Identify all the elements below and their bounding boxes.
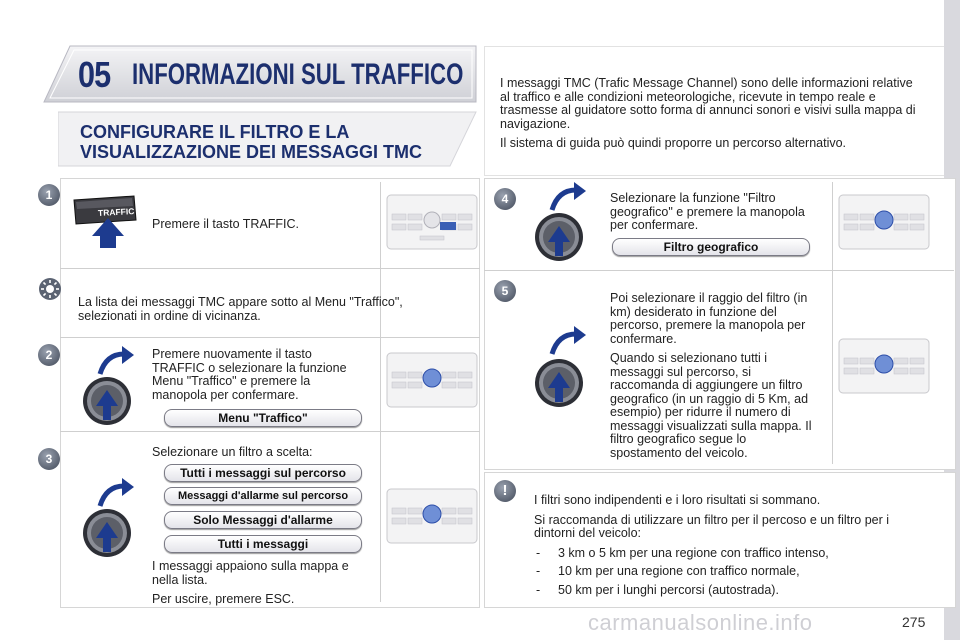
step-2-text: Premere nuovamente il tasto TRAFFIC o selezionare la funzione Menu "Traffico" e premere la manopola per confermare. (152, 347, 347, 402)
step-2-panel-thumbnail (386, 352, 478, 408)
section-title-line1: CONFIGURARE IL FILTRO E LA (80, 122, 350, 142)
filter-option-all-messages[interactable]: Tutti i messaggi (164, 535, 362, 553)
section-title (80, 122, 422, 162)
watermark: carmanualsonline.info (588, 610, 813, 635)
page-number: 275 (902, 614, 926, 630)
right-sep-1 (484, 270, 954, 271)
intro-para1: I messaggi TMC (Trafic Message Channel) sono delle informazioni relative al traffico e alle condizioni meteorologiche, ricevute in tempo reale e trasmesse al guidatore sotto forma di annunci sonori e visivi sulla mappa di navigazione. (500, 76, 916, 131)
step-5-rotate-arrow-icon (548, 326, 588, 358)
step-2-rotate-arrow-icon (96, 346, 136, 378)
tip-sun-icon (38, 277, 62, 301)
step-4-badge: 4 (494, 188, 516, 210)
note-para1: I filtri sono indipendenti e i loro risultati si sommano. (534, 493, 821, 507)
step-4-knob-icon (534, 212, 584, 262)
step-3-badge: 3 (38, 448, 60, 470)
step-2-knob-icon (82, 376, 132, 426)
step-5-knob-icon (534, 358, 584, 408)
section-title-line2: VISUALIZZAZIONE DEI MESSAGGI TMC (80, 142, 423, 162)
step-5-text (610, 292, 820, 466)
step-4-rotate-arrow-icon (548, 182, 588, 214)
warning-exclamation-icon: ! (494, 480, 516, 502)
step-3-panel-thumbnail (386, 488, 478, 544)
step-3-after2: Per uscire, premere ESC. (152, 592, 295, 606)
filter-option-alarm-on-route[interactable]: Messaggi d'allarme sul percorso (164, 487, 362, 505)
intro-para2: Il sistema di guida può quindi proporre un percorso alternativo. (500, 136, 847, 150)
step-2-badge: 2 (38, 344, 60, 366)
chapter-title: INFORMAZIONI SUL TRAFFICO (132, 58, 464, 91)
left-sep-2 (60, 337, 480, 338)
step-3-after1: I messaggi appaiono sulla mappa e nella lista. (152, 559, 349, 587)
filter-option-all-on-route[interactable]: Tutti i messaggi sul percorso (164, 464, 362, 482)
filter-option-alarm-only[interactable]: Solo Messaggi d'allarme (164, 511, 362, 529)
step-1-panel-thumbnail (386, 194, 478, 250)
traffic-button-icon (70, 194, 142, 252)
step-3-after-text (152, 560, 372, 613)
note-bullet: - 50 km per i lunghi percorsi (autostrada). (534, 584, 910, 598)
menu-traffico-button[interactable]: Menu "Traffico" (164, 409, 362, 427)
step-5-text2: Quando si selezionano tutti i messaggi sul percorso, si raccomanda di aggiungere un filtro geografico (in un raggio di 5 Km, ad esempio) per ridurre il numero di messaggi visualizzati sulla mappa. Il filtro geografico segue lo spostamento del veicolo. (610, 351, 812, 460)
step-5-text1: Poi selezionare il raggio del filtro (in km) desiderato in funzione del percorso, premere la manopola per confermare. (610, 291, 808, 346)
note-para2: Si raccomanda di utilizzare un filtro per il percoso e un filtro per i dintorni del veicolo: (534, 512, 890, 540)
step-1-text: Premere il tasto TRAFFIC. (152, 217, 300, 231)
step-5-panel-thumbnail (838, 338, 930, 394)
tip-text: La lista dei messaggi TMC appare sotto al Menu "Traffico", selezionati in ordine di vicinanza. (78, 295, 403, 323)
left-sep-1 (60, 268, 480, 269)
step-1-badge: 1 (38, 184, 60, 206)
step-4-text: Selezionare la funzione "Filtro geografico" e premere la manopola per confermare. (610, 191, 805, 232)
note-bullet: - 10 km per una regione con traffico normale, (534, 565, 910, 579)
step-4-panel-thumbnail (838, 194, 930, 250)
left-sep-3 (60, 431, 480, 432)
chapter-number: 05 (78, 54, 111, 95)
right-thumb-divider (832, 182, 833, 464)
traffic-button-label: TRAFFIC (97, 206, 135, 218)
intro-text (500, 77, 922, 157)
note-bullet: - 3 km o 5 km per una regione con traffico intenso, (534, 547, 910, 561)
step-3-text: Selezionare un filtro a scelta: (152, 445, 313, 459)
note-bullet-list (534, 547, 910, 598)
filtro-geografico-button[interactable]: Filtro geografico (612, 238, 810, 256)
step-3-knob-icon (82, 508, 132, 558)
step-3-rotate-arrow-icon (96, 478, 136, 510)
step-5-badge: 5 (494, 280, 516, 302)
note-text (534, 494, 910, 602)
left-thumb-divider (380, 182, 381, 602)
